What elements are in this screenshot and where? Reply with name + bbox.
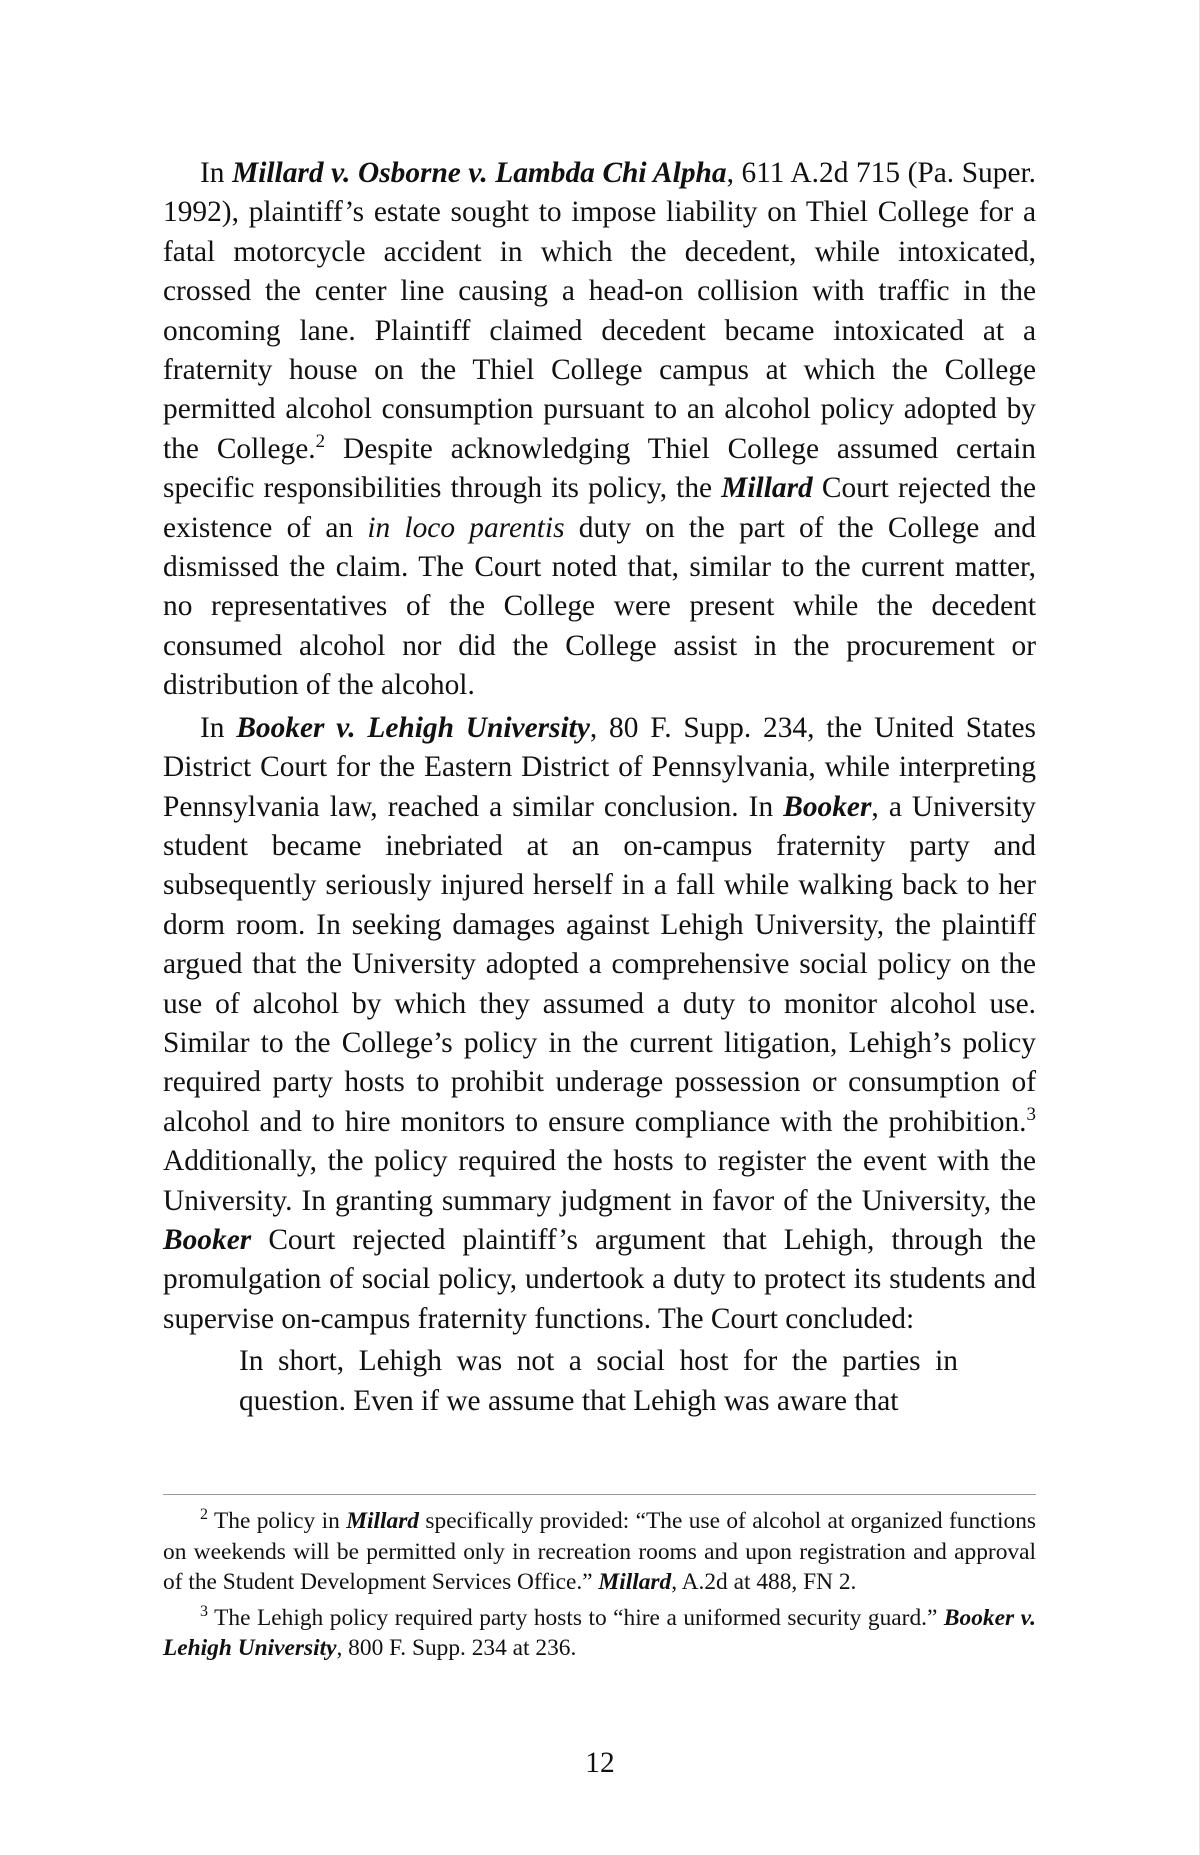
paragraph-lead: In (200, 711, 237, 744)
paragraph-text: Court rejected plaintiff’s argument that Lehigh, through the promulgation of social policy, undertook a duty to protect its students and supervise on-campus fraternity functions. The Court concluded: (163, 1223, 1036, 1335)
case-short-booker: Booker (783, 790, 872, 823)
footnote-3 (163, 1603, 1036, 1664)
paragraph-lead: In (200, 157, 233, 189)
paragraph-text: , a University student became inebriated at an on-campus fraternity party and subsequently seriously injured herself in a fall while walking back to her dorm room. In seeking damages against Lehigh University, the plaintiff argued that the University adopted a comprehensive social policy on the use of alcohol by which they assumed a duty to monitor alcohol use. Similar to the College’s policy in the current litigation, Lehigh’s policy required party hosts to prohibit underage possession or consumption of alcohol and to hire monitors to ensure compliance with the prohibition. (163, 790, 1036, 1138)
footnote-reference-2[interactable]: 2 (315, 430, 326, 452)
footnote-mark: 3 (200, 1602, 208, 1620)
footnote-2 (163, 1506, 1036, 1598)
footnotes-section (163, 1506, 1036, 1664)
body-text (163, 154, 1036, 1421)
page-number: 12 (585, 1747, 615, 1779)
footnote-case-name: Booker v. Lehigh University (163, 1604, 1036, 1662)
case-name-millard: Millard v. Osborne v. Lambda Chi Alpha (232, 157, 727, 189)
footnote-text: , 800 F. Supp. 234 at 236. (336, 1635, 577, 1662)
paragraph-text: Court rejected the existence of an (163, 472, 1037, 544)
footnote-reference-3[interactable]: 3 (1026, 1103, 1036, 1125)
case-short-millard: Millard (721, 472, 813, 505)
paragraph-millard (163, 154, 1036, 706)
paragraph-text: Despite acknowledging Thiel College assumed certain specific responsibilities through its policy, the (163, 432, 1036, 505)
footnote-mark: 2 (200, 1506, 208, 1523)
paragraph-text: , 611 A.2d 715 (Pa. Super. 1992), plaintiff’s estate sought to impose liability on Thiel College for a fatal motorcycle accident in which the decedent, while intoxicated, crossed the center line causing a head-on collision with traffic in the oncoming lane. Plaintiff claimed decedent became intoxicated at a fraternity house on the Thiel College campus at which the College permitted alcohol consumption pursuant to an alcohol policy adopted by the College. (163, 157, 1037, 465)
footnote-text: , A.2d at 488, FN 2. (671, 1569, 857, 1596)
footnote-text: The policy in (208, 1508, 347, 1534)
case-name-booker: Booker v. Lehigh University (236, 711, 590, 744)
footnote-text: The Lehigh policy required party hosts to “hire a uniformed security guard.” (208, 1604, 944, 1631)
footnote-case-cite: Millard (598, 1569, 672, 1596)
paragraph-text: , 80 F. Supp. 234, the United States District Court for the Eastern District of Pennsylvania, while interpreting Pennsylvania law, reached a similar conclusion. In (163, 711, 1036, 823)
footnote-text: specifically provided: “The use of alcohol at organized functions on weekends will be permitted only in recreation rooms and upon registration and approval of the Student Development Services Office.” (163, 1508, 1037, 1596)
paragraph-text: duty on the part of the College and dismissed the claim. The Court noted that, similar to the current matter, no representatives of the College were present while the decedent consumed alcohol nor did the College assist in the procurement or distribution of the alcohol. (163, 511, 1037, 702)
latin-phrase: in loco parentis (367, 511, 565, 544)
footnote-case-name: Millard (346, 1508, 419, 1534)
case-short-booker: Booker (163, 1223, 252, 1256)
paragraph-booker (163, 709, 1036, 1340)
block-quote: In short, Lehigh was not a social host for the parties in question. Even if we assume that Lehigh was aware that (239, 1345, 958, 1417)
footnote-divider (163, 1494, 1036, 1495)
paragraph-text: Additionally, the policy required the hosts to register the event with the University. In granting summary judgment in favor of the University, the (163, 1145, 1036, 1217)
